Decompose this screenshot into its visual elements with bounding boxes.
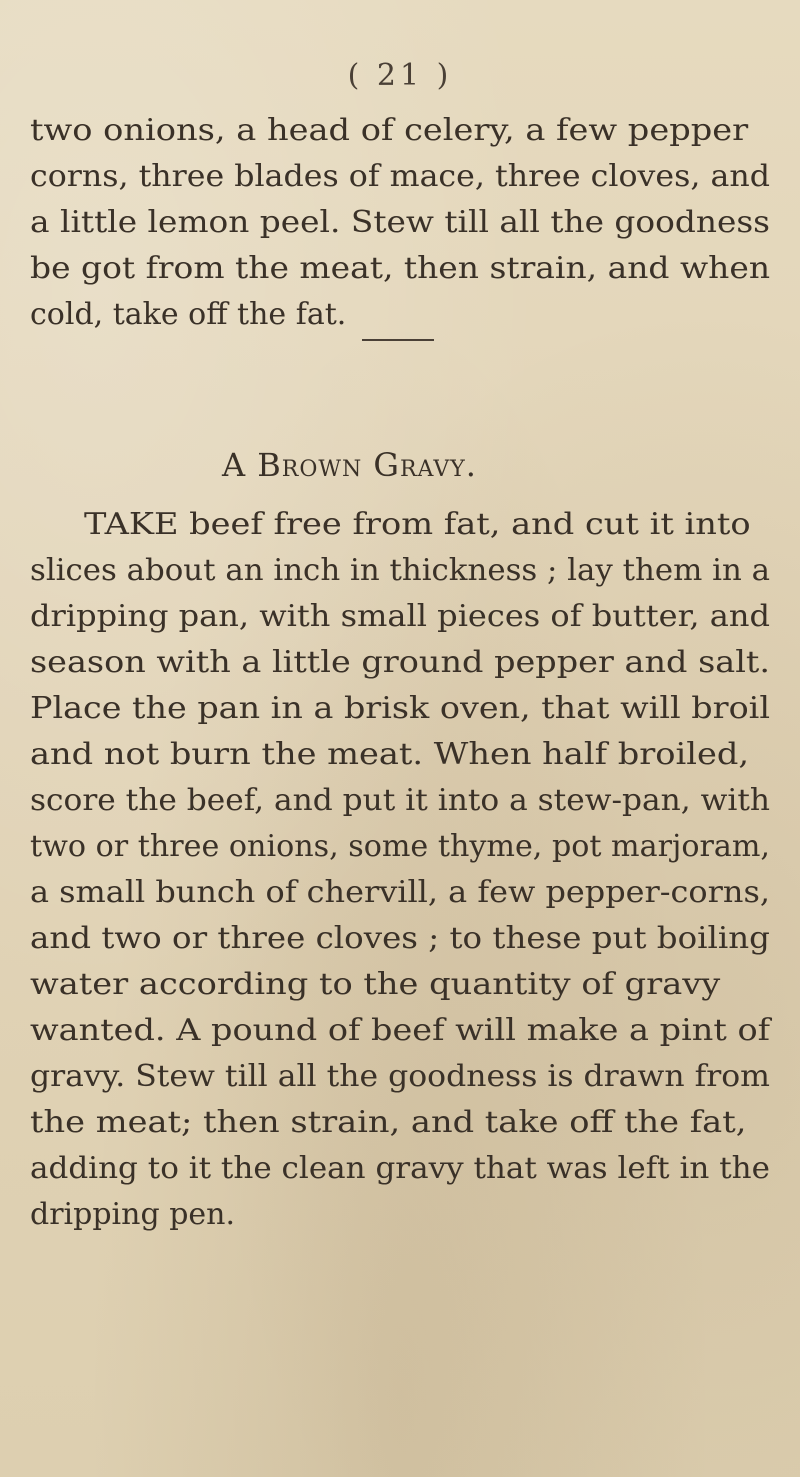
text-line: adding to it the clean gravy that was left in the [30,1151,770,1186]
text-line: dripping pan, with small pieces of butter, and [30,599,770,634]
text-line: cold, take off the fat. [30,297,347,332]
text-line: the meat; then strain, and take off the fat, [30,1105,747,1140]
text-line: Place the pan in a brisk oven, that will broil [30,691,771,726]
text-line: wanted. A pound of beef will make a pint of [30,1013,771,1048]
text-line: two onions, a head of celery, a few pepper [30,113,749,148]
recipe-title-text: A Brown Gravy. [222,446,477,484]
text-line: be got from the meat, then strain, and when [30,251,771,286]
text-line: score the beef, and put it into a stew-pan, with [30,783,770,818]
text-line: corns, three blades of mace, three cloves, and [30,159,770,194]
recipe-title [222,446,477,484]
text-line: dripping pen. [30,1197,236,1232]
page-number: ( 21 ) [347,58,453,93]
text-line: two or three onions, some thyme, pot marjoram, [30,829,771,864]
text-line: TAKE beef free from fat, and cut it into [84,507,751,542]
text-line: a little lemon peel. Stew till all the goodness [30,205,770,240]
text-line: and two or three cloves ; to these put boiling [30,921,770,956]
text-line: gravy. Stew till all the goodness is drawn from [30,1059,770,1094]
text-line: a small bunch of chervill, a few pepper-corns, [30,875,770,910]
section-divider [362,339,434,341]
text-line: and not burn the meat. When half broiled, [30,737,750,772]
text-line: slices about an inch in thickness ; lay them in a [30,553,770,588]
text-line: water according to the quantity of gravy [30,967,721,1002]
text-line: season with a little ground pepper and salt. [30,645,770,680]
